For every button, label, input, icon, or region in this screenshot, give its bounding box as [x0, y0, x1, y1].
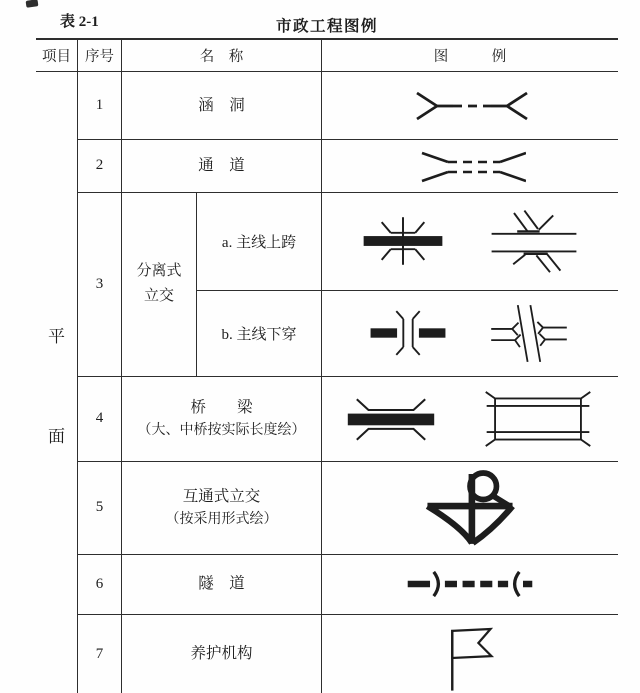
- sub-label-b: b. 主线下穿: [197, 291, 322, 376]
- name-note: （大、中桥按实际长度绘）: [137, 423, 306, 439]
- seq-cell: 7: [78, 615, 122, 693]
- legend-cell: [322, 291, 618, 376]
- name-note: （按采用形式绘）: [165, 511, 278, 527]
- culvert-symbol: [411, 89, 529, 123]
- table-row: [78, 555, 618, 615]
- seq-cell: 4: [78, 377, 122, 461]
- item-column: [36, 72, 78, 693]
- legend-cell: [322, 377, 618, 461]
- table-row: [78, 193, 618, 377]
- legend-cell: [322, 140, 618, 192]
- legend-cell: [322, 462, 618, 554]
- seq-cell: 6: [78, 555, 122, 614]
- name-cell: 隧 道: [122, 555, 322, 614]
- table-row: [78, 140, 618, 193]
- name-line: 分离式: [136, 262, 182, 279]
- legend-cell: [322, 72, 618, 139]
- table-row: [78, 377, 618, 462]
- seq-cell: 2: [78, 140, 122, 192]
- underpass-bar-symbol: [369, 301, 447, 365]
- interchange-symbol: [418, 463, 522, 553]
- item-label-plan-1: 平: [48, 327, 65, 346]
- seq-cell: 5: [78, 462, 122, 554]
- underpass-diagonal-symbol: [487, 291, 571, 376]
- page-title: 市政工程图例: [275, 18, 378, 35]
- sub-row-a: [197, 193, 618, 291]
- table-row: [78, 72, 618, 140]
- seq-cell: 3: [78, 193, 122, 376]
- name-cell-separated-interchange: [122, 193, 197, 376]
- seq-cell: 1: [78, 72, 122, 139]
- overpass-bar-symbol: [362, 210, 444, 272]
- name-line: 互通式立交: [182, 487, 261, 505]
- header-item: 项目: [36, 40, 78, 71]
- item-label-plan-2: 面: [48, 427, 65, 446]
- sub-row-b: [197, 291, 618, 376]
- name-cell: 通 道: [122, 140, 322, 192]
- name-cell: [122, 462, 322, 554]
- sub-rows: [197, 193, 618, 376]
- legend-cell: [322, 193, 618, 290]
- name-cell: 养护机构: [122, 615, 322, 693]
- name-cell: [122, 377, 322, 461]
- title-bar: [36, 6, 618, 36]
- maintenance-flag-symbol: [442, 621, 498, 693]
- legend-table: [36, 38, 618, 693]
- header-name: 名 称: [122, 40, 322, 71]
- table-header-row: [36, 40, 618, 72]
- table-row: [78, 462, 618, 555]
- table-row: [78, 615, 618, 693]
- sub-label-a: a. 主线上跨: [197, 193, 322, 290]
- table-body: [36, 72, 618, 693]
- table-number: 表 2-1: [60, 14, 99, 30]
- name-line: 立交: [143, 288, 174, 305]
- data-rows: [78, 72, 618, 693]
- header-seq: 序号: [78, 40, 122, 71]
- legend-cell: [322, 555, 618, 614]
- bridge-outline-symbol: [482, 388, 594, 450]
- overpass-double-line-symbol: [490, 201, 578, 281]
- bridge-solid-symbol: [346, 393, 436, 445]
- name-line: 桥 梁: [190, 399, 253, 417]
- legend-cell: [322, 615, 618, 693]
- name-cell: 涵 洞: [122, 72, 322, 139]
- tunnel-symbol: [404, 567, 536, 601]
- header-legend: 图 例: [433, 49, 507, 65]
- passage-symbol: [414, 145, 526, 187]
